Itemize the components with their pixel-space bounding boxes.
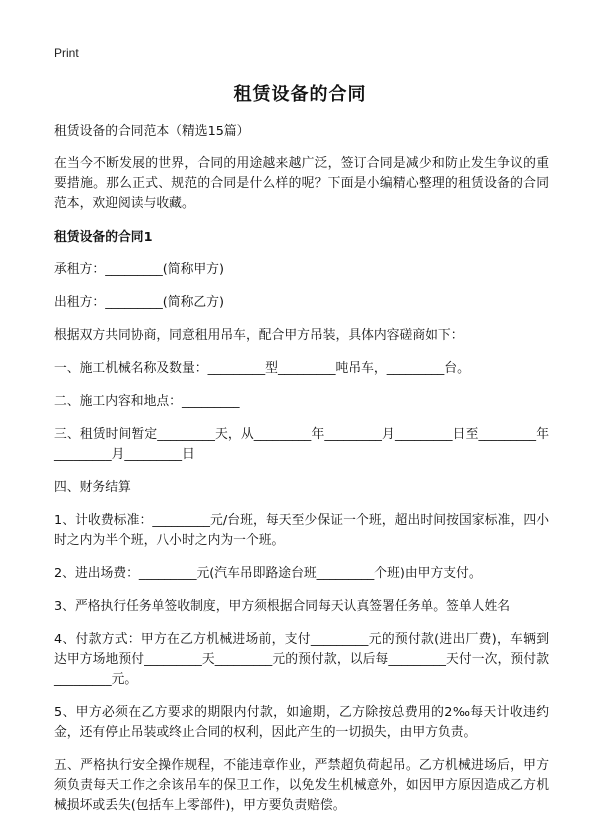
clause-lease-period: 三、租赁时间暂定_________天，从_________年_________月_________日至_________年_________月_________日: [54, 427, 549, 462]
intro-paragraph: 在当今不断发展的世界，合同的用途越来越广泛，签订合同是减少和防止发生争议的重要措施。那么正式、规范的合同是什么样的呢？下面是小编精心整理的租赁设备的合同范本，欢迎阅读与收藏。: [54, 156, 549, 211]
print-link[interactable]: Print: [54, 46, 79, 60]
clause-payment: 4、付款方式：甲方在乙方机械进场前，支付_________元的预付款(进出厂费)，车辆到达甲方场地预付_________天_________元的预付款，以后每_________天付一次，预付款_________元。: [54, 632, 549, 687]
clause-late-payment: 5、甲方必须在乙方要求的期限内付款，如逾期，乙方除按总费用的2‰每天计收违约金，还有停止吊装或终止合同的权利，因此产生的一切损失，由甲方负责。: [54, 705, 549, 740]
document-body: [54, 122, 549, 829]
document-title: 租赁设备的合同: [233, 84, 367, 105]
clause-entry-fee: 2、进出场费：_________元(汽车吊即路途台班_________个班)由甲方支付。: [54, 566, 482, 581]
clause-safety: 五、严格执行安全操作规程，不能违章作业，严禁超负荷起吊。乙方机械进场后，甲方须负责每天工作之余该吊车的保卫工作，以免发生机械意外，如因甲方原因造成乙方机械损坏或丢失(包括车上零部件)，甲方要负责赔偿。: [54, 758, 549, 813]
clause-lessor: 出租方：_________(简称乙方): [54, 295, 224, 310]
clause-task-sheet: 3、严格执行任务单签收制度，甲方须根据合同每天认真签署任务单。签单人姓名: [54, 599, 511, 614]
clause-machinery: 一、施工机械名称及数量：_________型_________吨吊车，_________台。: [54, 361, 470, 376]
clause-settlement-heading: 四、财务结算: [54, 480, 131, 495]
clause-location: 二、施工内容和地点：_________: [54, 394, 240, 409]
document-subtitle: 租赁设备的合同范本（精选15篇）: [54, 124, 250, 139]
clause-preamble: 根据双方共同协商，同意租用吊车，配合甲方吊装，具体内容磋商如下：: [54, 328, 464, 343]
clause-fee-standard: 1、计收费标准：_________元/台班，每天至少保证一个班，超出时间按国家标准，四小时之内为半个班，八小时之内为一个班。: [54, 513, 549, 548]
section-heading: 租赁设备的合同1: [54, 230, 153, 245]
clause-lessee: 承租方：_________(简称甲方): [54, 262, 224, 277]
